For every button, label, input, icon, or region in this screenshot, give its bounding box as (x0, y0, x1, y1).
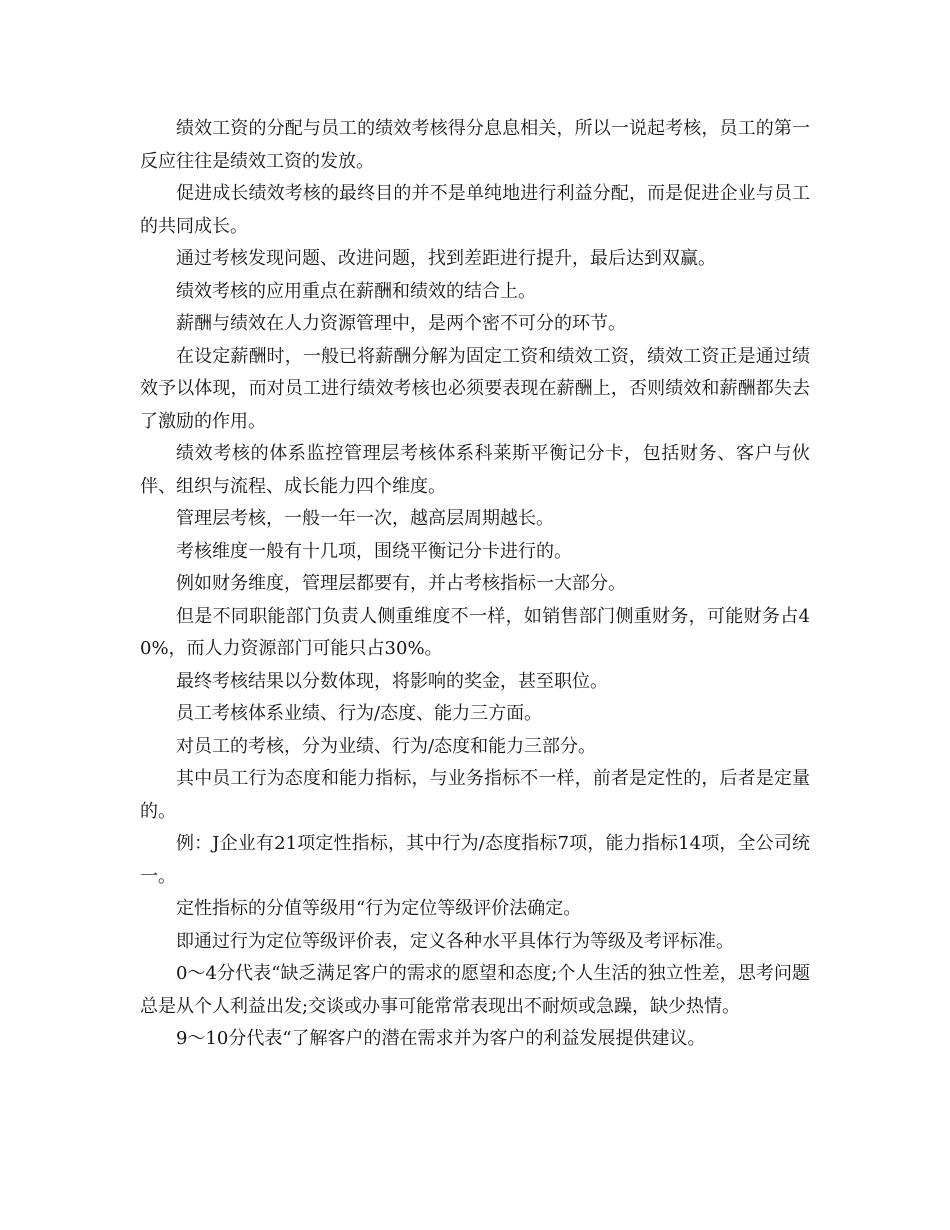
paragraph: 绩效考核的体系监控管理层考核体系科莱斯平衡记分卡，包括财务、客户与伙伴、组织与流程、成长能力四个维度。 (140, 443, 810, 497)
paragraph: 定性指标的分值等级用“行为定位等级评价法确定。 (176, 898, 582, 919)
paragraph: 例：J企业有21项定性指标，其中行为/态度指标7项，能力指标14项，全公司统一。 (140, 833, 810, 887)
paragraph: 例如财务维度，管理层都要有，并占考核指标一大部分。 (176, 573, 626, 594)
paragraph: 促进成长绩效考核的最终目的并不是单纯地进行利益分配，而是促进企业与员工的共同成长。 (140, 183, 810, 237)
paragraph: 员工考核体系业绩、行为/态度、能力三方面。 (176, 703, 543, 724)
paragraph: 最终考核结果以分数体现，将影响的奖金，甚至职位。 (176, 670, 608, 692)
paragraph: 但是不同职能部门负责人侧重维度不一样，如销售部门侧重财务，可能财务占40%，而人力资源部门可能只占30%。 (140, 605, 810, 659)
paragraph: 即通过行为定位等级评价表，定义各种水平具体行为等级及考评标准。 (176, 930, 734, 952)
paragraph: 薪酬与绩效在人力资源管理中，是两个密不可分的环节。 (176, 313, 626, 334)
document-body (140, 113, 810, 1056)
paragraph: 绩效考核的应用重点在薪酬和绩效的结合上。 (176, 280, 536, 302)
paragraph: 0～4分代表“缺乏满足客户的需求的愿望和态度;个人生活的独立性差，思考问题总是从个人利益出发;交谈或办事可能常常表现出不耐烦或急躁，缺少热情。 (140, 963, 810, 1017)
paragraph: 绩效工资的分配与员工的绩效考核得分息息相关，所以一说起考核，员工的第一反应往往是绩效工资的发放。 (140, 118, 810, 172)
paragraph: 对员工的考核，分为业绩、行为/态度和能力三部分。 (176, 735, 597, 757)
paragraph: 其中员工行为态度和能力指标，与业务指标不一样，前者是定性的，后者是定量的。 (140, 768, 810, 822)
paragraph: 在设定薪酬时，一般已将薪酬分解为固定工资和绩效工资，绩效工资正是通过绩效予以体现，而对员工进行绩效考核也必须要表现在薪酬上，否则绩效和薪酬都失去了激励的作用。 (140, 345, 810, 432)
paragraph: 9～10分代表“了解客户的潜在需求并为客户的利益发展提供建议。 (176, 1028, 706, 1049)
paragraph: 通过考核发现问题、改进问题，找到差距进行提升，最后达到双赢。 (176, 248, 716, 269)
paragraph: 管理层考核，一般一年一次，越高层周期越长。 (176, 508, 554, 529)
paragraph: 考核维度一般有十几项，围绕平衡记分卡进行的。 (176, 540, 572, 562)
